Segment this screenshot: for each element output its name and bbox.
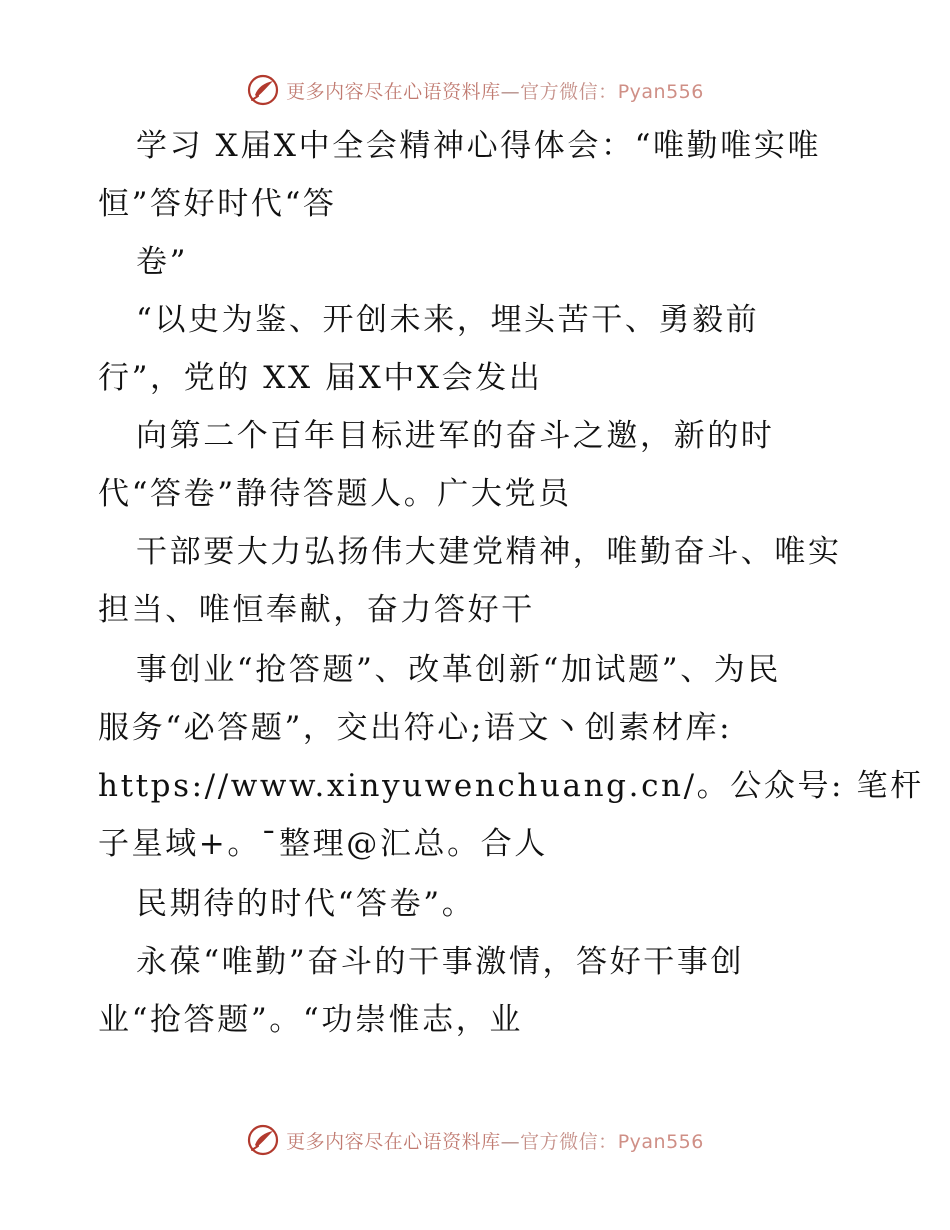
body-line-16: 业“抢答题”。“功崇惟志，业 bbox=[98, 1002, 523, 1038]
body-line-11: 服务“必答题”，交出符心;语文丶创素材库: bbox=[98, 710, 733, 746]
body-line-9: 担当、唯恒奉献，奋力答好干 bbox=[98, 592, 535, 628]
header-banner-text bbox=[286, 77, 704, 104]
header-banner-dash: — bbox=[500, 80, 521, 103]
footer-banner-text bbox=[286, 1127, 704, 1154]
footer-banner-main: 更多内容尽在心语资料库 bbox=[286, 1130, 501, 1153]
body-line-3: 卷” bbox=[136, 244, 189, 280]
pen-logo-icon bbox=[246, 1123, 280, 1157]
footer-banner-dash: — bbox=[500, 1130, 521, 1153]
header-banner-wechat: 官方微信： bbox=[520, 80, 618, 103]
pen-logo-icon bbox=[246, 73, 280, 107]
body-line-7: 代“答卷”静待答题人。广大党员 bbox=[98, 476, 572, 512]
body-line-8: 干部要大力弘扬伟大建党精神，唯勤奋斗、唯实 bbox=[136, 534, 842, 570]
body-line-14: 民期待的时代“答卷”。 bbox=[136, 886, 476, 922]
body-line-2: 恒”答好时代“答 bbox=[98, 186, 337, 222]
footer-banner bbox=[0, 1120, 950, 1160]
body-line-1: 学习 X届X中全会精神心得体会：“唯勤唯实唯 bbox=[136, 128, 822, 164]
header-banner-id: Pyan556 bbox=[617, 80, 704, 103]
body-line-6: 向第二个百年目标进军的奋斗之邀，新的时 bbox=[136, 418, 775, 454]
header-banner-main: 更多内容尽在心语资料库 bbox=[286, 80, 501, 103]
body-line-13: 子星域+。¯整理@汇总。合人 bbox=[98, 826, 548, 862]
footer-banner-wechat: 官方微信： bbox=[520, 1130, 618, 1153]
body-line-10: 事创业“抢答题”、改革创新“加试题”、为民 bbox=[136, 652, 781, 688]
header-banner bbox=[0, 70, 950, 110]
body-line-5: 行”，党的 XX 届X中X会发出 bbox=[98, 360, 543, 396]
body-line-4: “以史为鉴、开创未来，埋头苦干、勇毅前 bbox=[136, 302, 760, 338]
body-line-15: 永葆“唯勤”奋斗的干事激情，答好干事创 bbox=[136, 944, 745, 980]
body-line-12: https://www.xinyuwenchuang.cn/。公众号: 笔杆 bbox=[98, 768, 924, 804]
footer-banner-id: Pyan556 bbox=[617, 1130, 704, 1153]
